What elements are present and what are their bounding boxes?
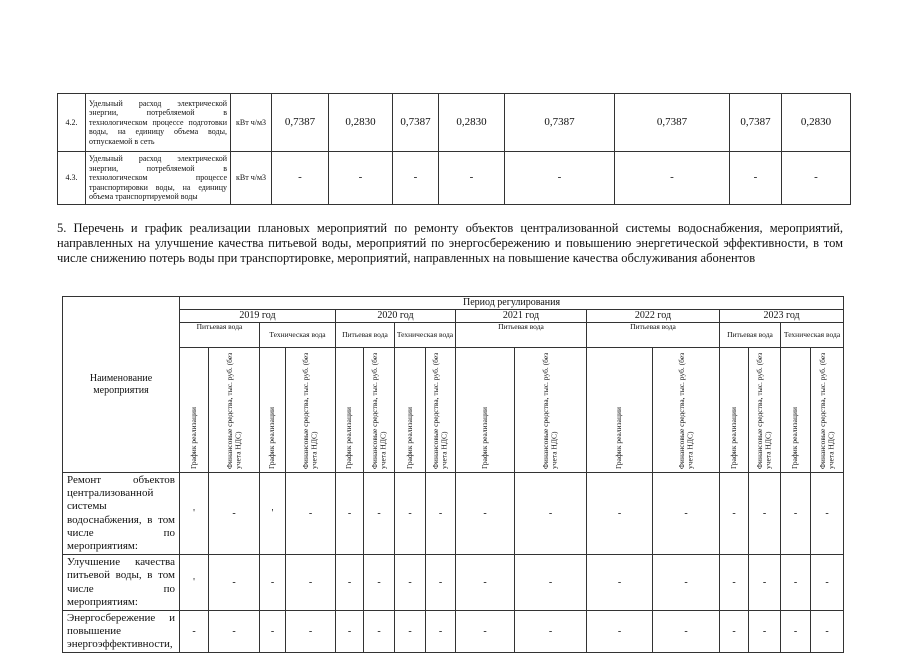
- measure-cell: -: [456, 473, 515, 555]
- indicator-row: [58, 152, 851, 205]
- drinking-water-2021: Питьевая вода: [456, 323, 587, 348]
- value-cell: -: [505, 152, 615, 205]
- schedule-header: [781, 348, 811, 473]
- schedule-header-text: График реализации: [728, 407, 738, 469]
- value-cell: 0,7387: [505, 94, 615, 152]
- finance-header: [653, 348, 720, 473]
- finance-header: [426, 348, 456, 473]
- schedule-header: [336, 348, 364, 473]
- technical-water-2023: Техническая вода: [781, 323, 844, 348]
- schedule-header-text: График реализации: [479, 407, 489, 469]
- measure-cell: -: [456, 610, 515, 653]
- measure-cell: -: [336, 610, 364, 653]
- measure-cell: -: [720, 610, 749, 653]
- name-header: Наименование мероприятия: [63, 297, 180, 473]
- value-cell: 0,7387: [615, 94, 730, 152]
- schedule-header: [180, 348, 209, 473]
- measure-cell: -: [426, 473, 456, 555]
- measure-cell: -: [749, 610, 781, 653]
- value-cell: 0,2830: [329, 94, 393, 152]
- measure-cell: -: [781, 610, 811, 653]
- measure-cell: -: [286, 555, 336, 611]
- year-2023: 2023 год: [720, 310, 844, 323]
- measure-cell: ': [180, 555, 209, 611]
- schedule-header: [587, 348, 653, 473]
- schedule-header-text: График реализации: [790, 407, 800, 469]
- finance-header-text: Финансовые средства, тыс. руб. (без учета НДС): [224, 352, 242, 469]
- value-cell: -: [615, 152, 730, 205]
- measure-row: [63, 555, 844, 611]
- measure-cell: -: [653, 555, 720, 611]
- value-cell: 0,2830: [439, 94, 505, 152]
- measure-cell: -: [286, 473, 336, 555]
- measure-cell: -: [260, 610, 286, 653]
- measure-cell: -: [209, 555, 260, 611]
- measure-cell: -: [515, 555, 587, 611]
- measure-cell: -: [260, 555, 286, 611]
- schedule-header-text: График реализации: [614, 407, 624, 469]
- finance-header-text: Финансовые средства, тыс. руб. (без учета НДС): [817, 352, 836, 469]
- drinking-water-2019: Питьевая вода: [180, 323, 260, 348]
- measure-cell: ': [260, 473, 286, 555]
- measure-cell: -: [209, 610, 260, 653]
- finance-header: [515, 348, 587, 473]
- measure-cell: -: [653, 473, 720, 555]
- measure-cell: -: [811, 555, 844, 611]
- measures-table: [62, 296, 844, 653]
- finance-header-text: Финансовые средства, тыс. руб. (без учета НДС): [431, 352, 449, 469]
- measure-name: Энергосбережение и повышение энергоэффективности,: [63, 610, 180, 653]
- finance-header: [209, 348, 260, 473]
- measure-cell: -: [180, 610, 209, 653]
- technical-water-2019: Техническая вода: [260, 323, 336, 348]
- measure-name: Улучшение качества питьевой воды, в том числе по мероприятиям:: [63, 555, 180, 611]
- measure-cell: -: [336, 473, 364, 555]
- finance-header-text: Финансовые средства, тыс. руб. (без учета НДС): [541, 352, 559, 469]
- value-cell: -: [782, 152, 851, 205]
- year-2022: 2022 год: [587, 310, 720, 323]
- finance-header: [364, 348, 395, 473]
- measure-cell: -: [720, 473, 749, 555]
- measure-cell: -: [515, 473, 587, 555]
- finance-header-text: Финансовые средства, тыс. руб. (без учета НДС): [755, 352, 773, 469]
- schedule-header: [456, 348, 515, 473]
- value-cell: 0,7387: [730, 94, 782, 152]
- section-5-paragraph: 5. Перечень и график реализации плановых мероприятий по ремонту объектов централизованной системы водоснабжения, мероприятий, направленных на улучшение качества питьевой воды, мероприятий по энергосбережению и повышению энергетической эффективности, в том числе снижению потерь воды при транспортировке, мероприятий, направленных на повышение качества обслуживания абонентов: [57, 221, 843, 265]
- measure-cell: -: [426, 610, 456, 653]
- year-2019: 2019 год: [180, 310, 336, 323]
- indicators-table: [57, 93, 851, 205]
- measure-cell: -: [749, 555, 781, 611]
- measure-cell: -: [720, 555, 749, 611]
- measure-cell: -: [811, 610, 844, 653]
- value-cell: 0,7387: [393, 94, 439, 152]
- value-cell: -: [393, 152, 439, 205]
- drinking-water-2023: Питьевая вода: [720, 323, 781, 348]
- measure-cell: -: [653, 610, 720, 653]
- technical-water-2020: Техническая вода: [395, 323, 456, 348]
- measure-cell: -: [456, 555, 515, 611]
- drinking-water-2020: Питьевая вода: [336, 323, 395, 348]
- measure-cell: -: [749, 473, 781, 555]
- measure-cell: -: [286, 610, 336, 653]
- finance-header: [749, 348, 781, 473]
- measure-cell: -: [587, 555, 653, 611]
- indicator-description: Удельный расход электрической энергии, потребляемой в технологическом процессе подготовки воды, на единицу объема воды, отпускаемой в сеть: [86, 94, 231, 152]
- value-cell: -: [329, 152, 393, 205]
- schedule-header: [720, 348, 749, 473]
- measure-row: [63, 610, 844, 653]
- value-cell: 0,2830: [782, 94, 851, 152]
- value-cell: 0,7387: [272, 94, 329, 152]
- measure-cell: -: [515, 610, 587, 653]
- measure-cell: -: [426, 555, 456, 611]
- measure-row: [63, 473, 844, 555]
- finance-header: [286, 348, 336, 473]
- value-cell: -: [272, 152, 329, 205]
- finance-header-text: Финансовые средства, тыс. руб. (без учета НДС): [369, 352, 387, 469]
- measure-cell: -: [395, 473, 426, 555]
- value-cell: -: [730, 152, 782, 205]
- unit-cell: кВт ч/м3: [231, 152, 272, 205]
- unit-cell: кВт ч/м3: [231, 94, 272, 152]
- finance-header-text: Финансовые средства, тыс. руб. (без учета НДС): [676, 352, 694, 469]
- measure-cell: -: [781, 555, 811, 611]
- measure-cell: -: [587, 473, 653, 555]
- measure-name: Ремонт объектов централизованной системы водоснабжения, в том числе по мероприятиям:: [63, 473, 180, 555]
- measure-cell: -: [364, 555, 395, 611]
- measure-cell: -: [395, 555, 426, 611]
- measure-cell: ': [180, 473, 209, 555]
- indicator-row: [58, 94, 851, 152]
- schedule-header-text: График реализации: [267, 407, 277, 469]
- measure-cell: -: [364, 610, 395, 653]
- schedule-header: [260, 348, 286, 473]
- row-number: 4.3.: [58, 152, 86, 205]
- finance-header: [811, 348, 844, 473]
- drinking-water-2022: Питьевая вода: [587, 323, 720, 348]
- period-header: Период регулирования: [180, 297, 844, 310]
- measure-cell: -: [811, 473, 844, 555]
- year-2020: 2020 год: [336, 310, 456, 323]
- schedule-header-text: График реализации: [344, 407, 354, 469]
- measure-cell: -: [587, 610, 653, 653]
- year-2021: 2021 год: [456, 310, 587, 323]
- measure-cell: -: [364, 473, 395, 555]
- measure-cell: -: [781, 473, 811, 555]
- schedule-header-text: График реализации: [404, 407, 414, 469]
- schedule-header-text: График реализации: [188, 407, 198, 469]
- value-cell: -: [439, 152, 505, 205]
- measure-cell: -: [336, 555, 364, 611]
- schedule-header: [395, 348, 426, 473]
- indicator-description: Удельный расход электрической энергии, потребляемой в технологическом процессе транспортировки воды, на единицу объема транспортируемой воды: [86, 152, 231, 205]
- measure-cell: -: [209, 473, 260, 555]
- measure-cell: -: [395, 610, 426, 653]
- row-number: 4.2.: [58, 94, 86, 152]
- finance-header-text: Финансовые средства, тыс. руб. (без учета НДС): [301, 352, 319, 469]
